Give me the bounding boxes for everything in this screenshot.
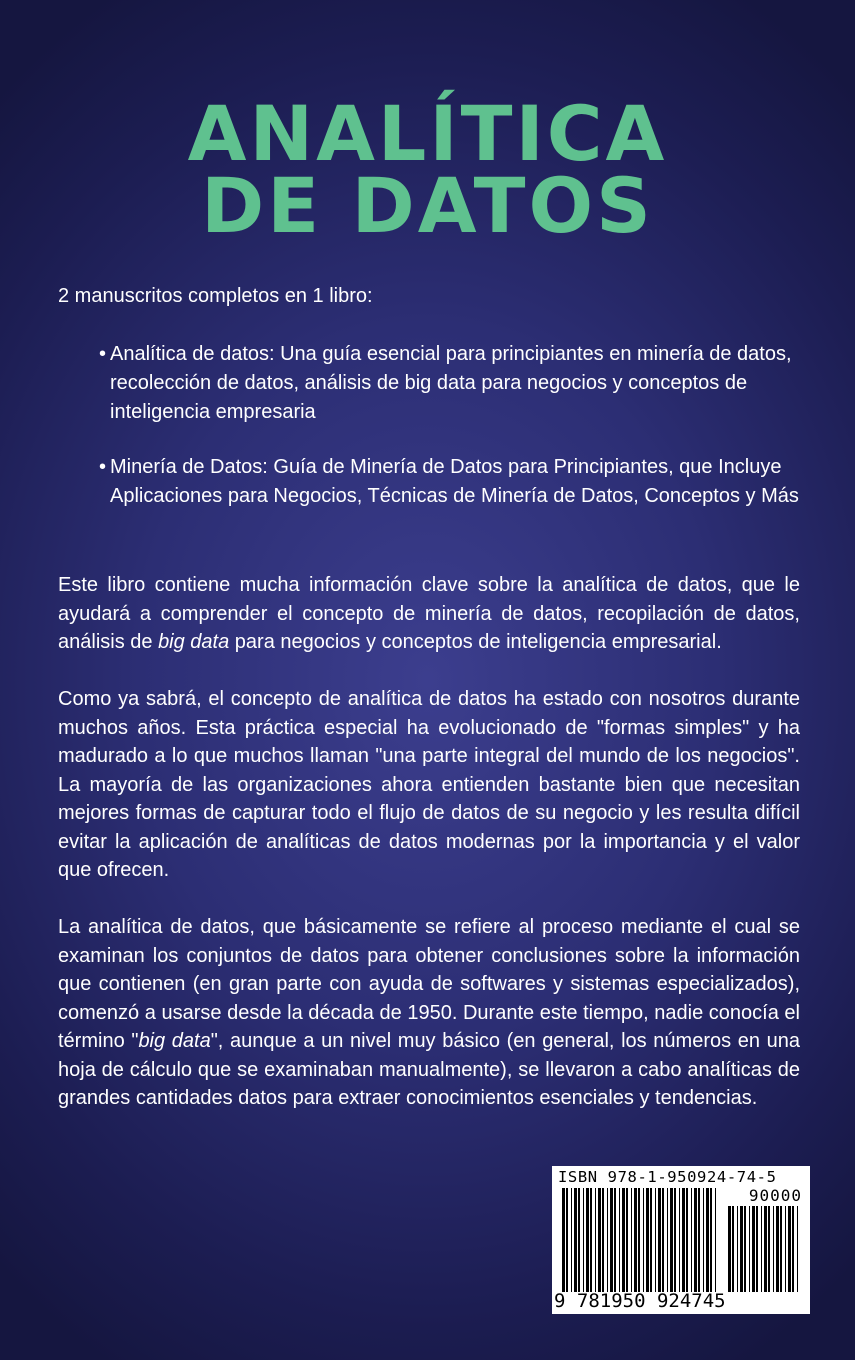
intro-text: 2 manuscritos completos en 1 libro:: [58, 285, 373, 307]
barcode-bar: [706, 1188, 709, 1292]
barcode-bar: [764, 1206, 767, 1292]
barcode-bar: [607, 1188, 608, 1292]
isbn-barcode: [552, 1166, 810, 1314]
isbn-label: ISBN 978-1-950924-74-5: [558, 1168, 777, 1186]
manuscript-list: [100, 340, 820, 537]
barcode-bar: [574, 1188, 577, 1292]
barcode-bar: [658, 1188, 661, 1292]
barcode-bar: [571, 1188, 572, 1292]
barcode-bar: [737, 1206, 738, 1292]
barcode-bar: [578, 1188, 580, 1292]
barcode-bar: [638, 1188, 640, 1292]
bullet-marker: •: [99, 456, 107, 478]
barcode-bar: [682, 1188, 685, 1292]
barcode-bar: [749, 1206, 750, 1292]
barcode-bar: [646, 1188, 649, 1292]
barcode-bar: [626, 1188, 628, 1292]
barcode-bar: [590, 1188, 592, 1292]
barcode-bar: [728, 1206, 731, 1292]
barcode-bar: [643, 1188, 644, 1292]
paragraph-1: [58, 571, 800, 657]
barcode-bar: [773, 1206, 774, 1292]
barcode-bar: [732, 1206, 734, 1292]
barcode-bar: [679, 1188, 680, 1292]
barcode-bar: [698, 1188, 700, 1292]
barcode-bar: [614, 1188, 616, 1292]
barcode-bar: [780, 1206, 782, 1292]
barcode-bar: [691, 1188, 692, 1292]
barcode-bar: [674, 1188, 676, 1292]
barcode-bar: [619, 1188, 620, 1292]
ean-number: 9 781950 924745: [554, 1290, 726, 1312]
barcode-bar: [670, 1188, 673, 1292]
list-item: [100, 340, 820, 427]
price-code: 90000: [748, 1186, 802, 1205]
paragraph-3-text-end: ", aunque a un nivel muy básico (en general, los números en una hoja de cálculo que se examinaban manualmente), se llevaron a cabo analíticas de grandes cantidades datos para extraer conocimientos esenciales y tendencias.: [58, 1030, 801, 1109]
barcode-bar: [788, 1206, 791, 1292]
paragraph-2: Como ya sabrá, el concepto de analítica de datos ha estado con nosotros durante muchos años. Esta práctica especial ha evolucionado de "formas simples" y ha madurado a lo que muchos llaman "una parte integral del mundo de los negocios". La mayoría de las organizaciones ahora entienden bastante bien que necesitan mejores formas de capturar todo el flujo de datos de su negocio y les resulta difícil evitar la aplicación de analíticas de datos modernas por la importancia y el valor que ofrecen.: [58, 688, 800, 881]
barcode-bar: [768, 1206, 770, 1292]
barcode-bar: [715, 1188, 716, 1292]
barcode-bar: [710, 1188, 712, 1292]
bullet-text: Analítica de datos: Una guía esencial para principiantes en minería de datos, recolección de datos, análisis de big data para negocios y conceptos de inteligencia empresaria: [110, 343, 792, 423]
barcode-bar: [686, 1188, 688, 1292]
barcode-bar: [631, 1188, 632, 1292]
title-line-1: ANALÍTICA: [187, 89, 668, 178]
barcode-bar: [634, 1188, 637, 1292]
barcode-bar: [655, 1188, 656, 1292]
barcode-bar: [694, 1188, 697, 1292]
barcode-bar: [744, 1206, 746, 1292]
barcode-bar: [662, 1188, 664, 1292]
barcode-bar: [622, 1188, 625, 1292]
barcode-bar: [756, 1206, 758, 1292]
barcode-bar: [740, 1206, 743, 1292]
barcode-bar: [562, 1188, 565, 1292]
barcode-bar: [602, 1188, 604, 1292]
barcode-bar: [650, 1188, 652, 1292]
barcode-bar: [566, 1188, 568, 1292]
barcode-bar: [667, 1188, 668, 1292]
barcode-bar: [797, 1206, 798, 1292]
barcode-bar: [610, 1188, 613, 1292]
bullet-text: Minería de Datos: Guía de Minería de Datos para Principiantes, que Incluye Aplicaciones para Negocios, Técnicas de Minería de Datos, Conceptos y Más: [110, 456, 799, 507]
barcode-bar: [752, 1206, 755, 1292]
barcode-bar: [595, 1188, 596, 1292]
paragraph-3-italic: big data: [138, 1030, 211, 1052]
barcode-bar: [785, 1206, 786, 1292]
barcode-bar: [792, 1206, 794, 1292]
barcode-bar: [776, 1206, 779, 1292]
paragraph-1-text-end: para negocios y conceptos de inteligencia empresarial.: [229, 631, 722, 653]
bullet-marker: •: [99, 343, 107, 365]
paragraph-1-text: Este libro contiene mucha información clave sobre la analítica de datos, que le ayudará a comprender el concepto de minería de datos, recopilación de datos, análisis de: [58, 574, 800, 653]
paragraph-3: [58, 913, 800, 1113]
barcode-bar: [583, 1188, 584, 1292]
paragraph-3-text: La analítica de datos, que básicamente se refiere al proceso mediante el cual se examinan los conjuntos de datos para obtener conclusiones sobre la información que contienen (en gran parte con ayuda de softwares y sistemas especializados), comenzó a usarse desde la década de 1950. Durante este tiempo, nadie conocía el término ": [58, 916, 800, 1052]
barcode-bar: [586, 1188, 589, 1292]
barcode-bar: [598, 1188, 601, 1292]
paragraph-1-italic: big data: [158, 631, 230, 653]
barcode-bar: [703, 1188, 704, 1292]
list-item: [100, 453, 820, 511]
barcode-bar: [761, 1206, 762, 1292]
title-line-2: DE DATOS: [201, 161, 654, 250]
